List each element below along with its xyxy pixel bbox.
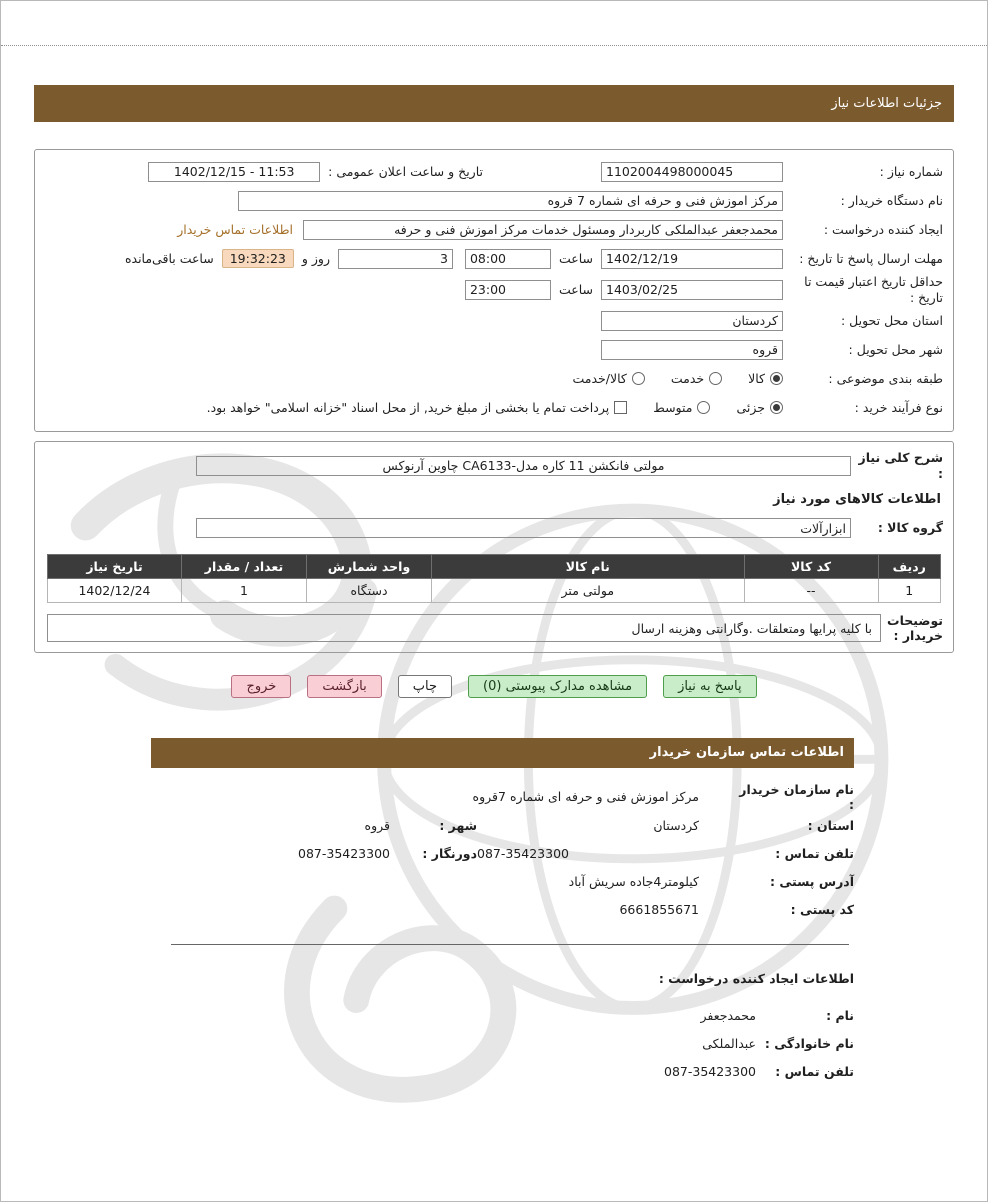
province-label: استان : bbox=[807, 818, 854, 834]
days-and-label: روز و bbox=[301, 251, 330, 266]
treasury-payment-checkbox[interactable] bbox=[207, 400, 628, 415]
need-description-label: شرح کلی نیاز : bbox=[858, 450, 943, 481]
creator-phone-row bbox=[151, 1058, 854, 1086]
cell-item-code: -- bbox=[744, 578, 878, 602]
need-items-panel bbox=[34, 441, 954, 653]
radio-option-medium[interactable] bbox=[653, 400, 710, 415]
buyer-org-label: نام دستگاه خریدار : bbox=[840, 192, 943, 208]
section-divider bbox=[171, 944, 849, 945]
action-buttons bbox=[1, 675, 987, 698]
postal-address-label: آدرس پستی : bbox=[769, 874, 854, 890]
radio-option-goods-label: کالا bbox=[748, 371, 765, 387]
purchase-process-label: نوع فرآیند خرید : bbox=[854, 399, 943, 415]
purchase-process-row bbox=[45, 394, 943, 421]
validity-date-input[interactable]: 1403/02/25 bbox=[601, 280, 783, 300]
radio-icon bbox=[709, 372, 722, 385]
delivery-province-row bbox=[45, 307, 943, 334]
buyer-notes-row bbox=[45, 613, 943, 644]
need-number-label: شماره نیاز : bbox=[879, 163, 943, 179]
col-item-name: نام کالا bbox=[432, 554, 745, 578]
col-row-number: ردیف bbox=[878, 554, 941, 578]
items-table bbox=[47, 554, 941, 603]
creator-info-title: اطلاعات ایجاد کننده درخواست : bbox=[658, 970, 854, 986]
radio-checked-icon bbox=[770, 401, 783, 414]
city-label: شهر : bbox=[439, 818, 477, 834]
need-number-row bbox=[45, 158, 943, 185]
delivery-city-input[interactable]: قروه bbox=[601, 340, 783, 360]
delivery-city-row bbox=[45, 336, 943, 363]
org-name-row bbox=[151, 782, 854, 812]
col-need-date: تاریخ نیاز bbox=[48, 554, 182, 578]
fax-label: دورنگار : bbox=[422, 846, 477, 862]
postal-code-value: 6661855671 bbox=[619, 902, 699, 918]
province-value: کردستان bbox=[653, 818, 699, 834]
items-table-header-row bbox=[48, 554, 941, 578]
buyer-contact-title: اطلاعات تماس سازمان خریدار bbox=[649, 745, 844, 761]
request-creator-row bbox=[45, 216, 943, 243]
validity-time-input[interactable]: 23:00 bbox=[465, 280, 551, 300]
goods-group-row bbox=[45, 515, 943, 542]
radio-option-service[interactable] bbox=[671, 371, 722, 386]
buyer-notes-label: توضیحات خریدار : bbox=[887, 612, 943, 644]
radio-icon bbox=[697, 401, 710, 414]
radio-option-goods-service-label: کالا/خدمت bbox=[572, 371, 627, 387]
org-name-label: نام سازمان خریدار : bbox=[739, 781, 854, 812]
response-deadline-row bbox=[45, 245, 943, 272]
checkbox-icon bbox=[614, 401, 627, 414]
creator-first-name-value: محمدجعفر bbox=[700, 1008, 756, 1024]
cell-need-date: 1402/12/24 bbox=[48, 578, 182, 602]
postal-code-row bbox=[151, 896, 854, 924]
remaining-time-badge: 19:32:23 bbox=[222, 249, 294, 268]
buyer-org-input[interactable]: مرکز اموزش فنی و حرفه ای شماره 7 قروه bbox=[238, 191, 783, 211]
province-city-row bbox=[151, 812, 854, 840]
table-row bbox=[48, 578, 941, 602]
remaining-days-input[interactable]: 3 bbox=[338, 249, 453, 269]
col-quantity: تعداد / مقدار bbox=[181, 554, 306, 578]
request-creator-label: ایجاد کننده درخواست : bbox=[823, 221, 943, 237]
org-name-value: مرکز اموزش فنی و حرفه ای شماره 7قروه bbox=[472, 789, 699, 805]
creator-phone-value: 087-35423300 bbox=[664, 1064, 756, 1080]
city-value: قروه bbox=[364, 818, 390, 834]
classification-label: طبقه بندی موضوعی : bbox=[828, 370, 943, 386]
radio-checked-icon bbox=[770, 372, 783, 385]
phone-label: تلفن تماس : bbox=[775, 846, 854, 862]
announce-datetime-input[interactable]: 1402/12/15 - 11:53 bbox=[148, 162, 320, 182]
radio-option-goods[interactable] bbox=[748, 371, 783, 386]
remaining-hours-label: ساعت باقی‌مانده bbox=[124, 251, 214, 266]
phone-fax-row bbox=[151, 840, 854, 868]
print-button[interactable]: چاپ bbox=[398, 675, 452, 698]
delivery-province-label: استان محل تحویل : bbox=[840, 312, 943, 328]
need-summary-panel bbox=[34, 149, 954, 432]
buyer-contact-section bbox=[151, 782, 854, 1086]
validity-hour-label: ساعت bbox=[558, 282, 593, 298]
top-separator bbox=[1, 45, 987, 46]
creator-first-name-label: نام : bbox=[826, 1008, 854, 1024]
creator-last-name-value: عبدالملکی bbox=[702, 1036, 756, 1052]
col-item-code: کد کالا bbox=[744, 554, 878, 578]
page-title: جزئیات اطلاعات نیاز bbox=[831, 96, 942, 111]
radio-option-goods-service[interactable] bbox=[572, 371, 644, 386]
price-validity-row bbox=[45, 274, 943, 305]
radio-option-medium-label: متوسط bbox=[653, 400, 693, 416]
buyer-org-row bbox=[45, 187, 943, 214]
radio-icon bbox=[632, 372, 645, 385]
buyer-contact-header bbox=[151, 738, 854, 768]
cell-count-unit: دستگاه bbox=[306, 578, 431, 602]
exit-button[interactable]: خروج bbox=[231, 675, 291, 698]
deadline-date-input[interactable]: 1402/12/19 bbox=[601, 249, 783, 269]
postal-address-row bbox=[151, 868, 854, 896]
postal-code-label: کد پستی : bbox=[790, 902, 854, 918]
delivery-city-label: شهر محل تحویل : bbox=[848, 341, 943, 357]
goods-group-label: گروه کالا : bbox=[877, 520, 943, 536]
announce-datetime-label: تاریخ و ساعت اعلان عمومی : bbox=[328, 164, 483, 179]
cell-quantity: 1 bbox=[181, 578, 306, 602]
cell-row-number: 1 bbox=[878, 578, 941, 602]
phone-value: 087-35423300 bbox=[477, 846, 569, 862]
fax-value: 087-35423300 bbox=[298, 846, 390, 862]
col-count-unit: واحد شمارش bbox=[306, 554, 431, 578]
deadline-hour-label: ساعت bbox=[558, 251, 593, 266]
view-attachments-button[interactable]: مشاهده مدارک پیوستی (0) bbox=[468, 675, 647, 698]
buyer-contact-link[interactable]: اطلاعات تماس خریدار bbox=[177, 222, 293, 237]
delivery-province-input[interactable]: کردستان bbox=[601, 311, 783, 331]
cell-item-name: مولتی متر bbox=[432, 578, 745, 602]
treasury-payment-label: پرداخت تمام یا بخشی از مبلغ خرید, از محل اسناد "خزانه اسلامی" خواهد بود. bbox=[206, 400, 610, 416]
items-section-title: اطلاعات کالاهای مورد نیاز bbox=[773, 491, 941, 507]
radio-option-minor-label: جزئی bbox=[736, 400, 765, 416]
creator-first-name-row bbox=[151, 1002, 854, 1030]
need-number-input[interactable]: 1102004498000045 bbox=[601, 162, 783, 182]
deadline-time-input[interactable]: 08:00 bbox=[465, 249, 551, 269]
response-deadline-label: مهلت ارسال پاسخ تا تاریخ : bbox=[799, 250, 943, 266]
back-button[interactable]: بازگشت bbox=[307, 675, 381, 698]
classification-row bbox=[45, 365, 943, 392]
reply-to-need-button[interactable]: پاسخ به نیاز bbox=[663, 675, 757, 698]
need-description-input[interactable]: مولتی فانکشن 11 کاره مدل-CA6133 چاوین آرنوکس bbox=[196, 456, 851, 476]
creator-last-name-row bbox=[151, 1030, 854, 1058]
radio-option-minor[interactable] bbox=[736, 400, 783, 415]
creator-last-name-label: نام خانوادگی : bbox=[764, 1036, 854, 1052]
postal-address-value: کیلومتر4جاده سریش آباد bbox=[568, 874, 699, 890]
goods-group-input[interactable]: ابزارآلات bbox=[196, 518, 851, 538]
need-description-row bbox=[45, 450, 943, 481]
price-validity-label: حداقل تاریخ اعتبار قیمت تا تاریخ : bbox=[804, 274, 943, 305]
buyer-notes-input[interactable]: با کلیه پرایها ومتعلقات .وگارانتی وهزینه ارسال bbox=[47, 614, 881, 642]
radio-option-service-label: خدمت bbox=[670, 371, 705, 387]
page-title-bar bbox=[34, 85, 954, 122]
creator-phone-label: تلفن تماس : bbox=[775, 1064, 854, 1080]
request-creator-input[interactable]: محمدجعفر عبدالملکی کاربردار ومسئول خدمات مرکز اموزش فنی و حرفه bbox=[303, 220, 783, 240]
